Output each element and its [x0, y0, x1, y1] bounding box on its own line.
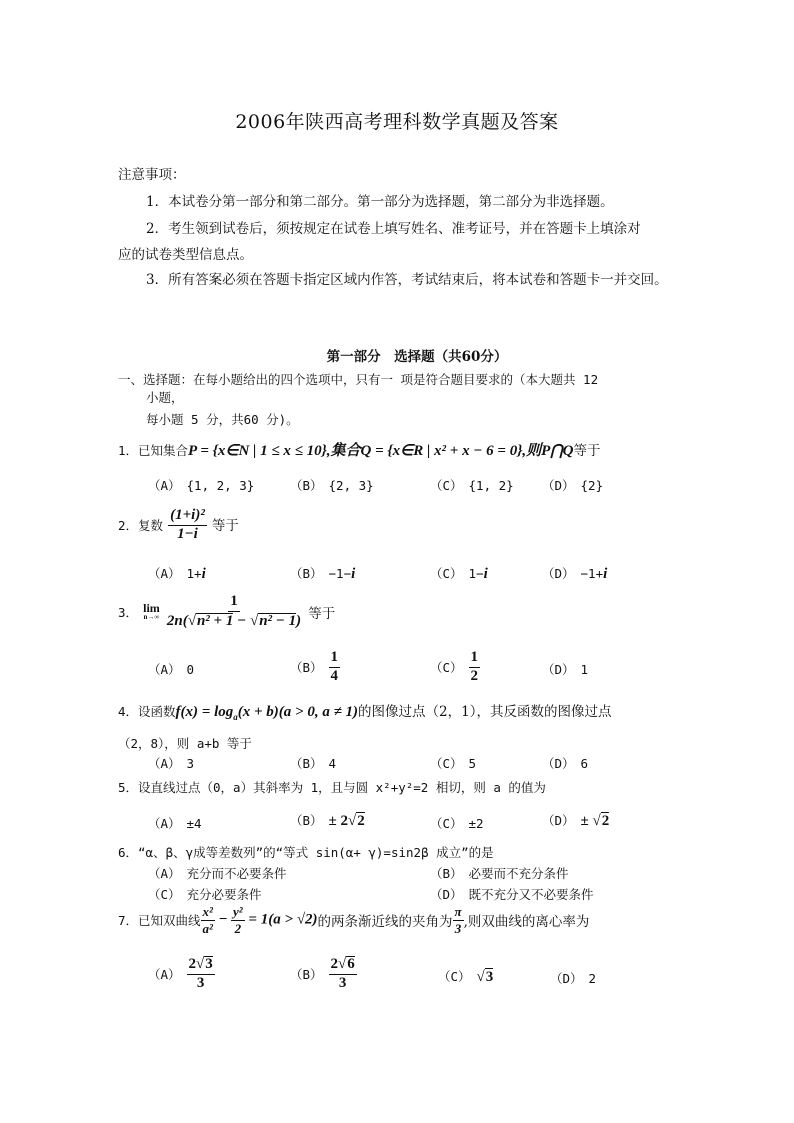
- q5-option-d: （D） ± √2: [542, 813, 610, 829]
- q3-fraction: $\frac{1}{\text{2n(√n² + 1 − √n² − 1)}}$: [166, 593, 302, 629]
- q6-option-a: （A） 充分而不必要条件: [148, 866, 287, 881]
- question-4: [118, 700, 611, 722]
- q1-number: 1．已知集合: [118, 443, 189, 458]
- q4-tail: 的图像过点（2，1），其反函数的图像过点: [358, 704, 612, 720]
- q6-option-d: （D） 既不充分又不必要条件: [430, 887, 594, 902]
- q3-option-d: （D） 1: [542, 662, 589, 677]
- q3-option-c: （C） $\frac{1}{2}$: [430, 649, 479, 684]
- q4-math: $f(x) = \log_a(x + b)(a > 0$, a ≠ 1): [175, 704, 359, 722]
- question-3: [118, 594, 335, 630]
- q6-option-c: （C） 充分必要条件: [148, 887, 262, 902]
- q2-option-b: （B） −1−i: [290, 566, 356, 582]
- q4-number: 4．设函数: [118, 704, 176, 719]
- q6-option-b: （B） 必要而不充分条件: [430, 866, 569, 881]
- q1-math: P = {x∈N | 1 ≤ x ≤ 10},集合Q = {x∈R | x² + x − 6 = 0},则P⋂Q: [188, 443, 574, 459]
- q5-option-a: （A） ±4: [148, 816, 202, 831]
- q4-line2: （2，8），则 a+b 等于: [118, 736, 252, 751]
- notice-item-2-cont: 应的试卷类型信息点。: [118, 247, 253, 263]
- q2-fraction: $\frac{\text{(1+i)²}}{1-i}$: [170, 507, 205, 542]
- q4-option-c: （C） 5: [430, 756, 477, 771]
- q2-option-d: （D） −1+i: [542, 566, 608, 582]
- q2-option-c: （C） 1−i: [430, 566, 488, 582]
- q7-option-b: （B） $\frac{2√6}{3}$: [290, 956, 355, 991]
- part1-heading: 第一部分 选择题（共60分）: [326, 349, 508, 365]
- q5-option-c: （C） ±2: [430, 816, 484, 831]
- q2-tail: 等于: [211, 517, 239, 534]
- q3-number: 3．: [118, 604, 139, 620]
- q7-option-d: （D） 2: [550, 971, 597, 986]
- q5-option-b: （B） ± 2√2: [290, 813, 365, 829]
- q7-option-c: （C） √3: [438, 969, 494, 985]
- q7-number: 7．已知双曲线: [118, 913, 201, 929]
- q2-option-a: （A） 1+i: [148, 566, 206, 582]
- question-7: 7．已知双曲线 $\frac{\text{x²}}{\text{a²}}$ − $\frac{\text{y²}}{2}$ = 1(a > √2)的两条渐近线的夹角为 $\frac{\pi}{3}$ ,则双曲线的离心率为: [118, 904, 590, 936]
- notice-heading: 注意事项：: [118, 167, 186, 183]
- q1-option-c: （C） {1, 2}: [430, 478, 514, 493]
- question-1: [118, 439, 600, 460]
- notice-item-1: 1．本试卷分第一部分和第二部分。第一部分为选择题，第二部分为非选择题。: [146, 194, 614, 210]
- page-title: 2006年陕西高考理科数学真题及答案: [235, 111, 559, 133]
- q3-tail: 等于: [308, 605, 336, 622]
- part1-instruction-line1: 一、选择题：在每小题给出的四个选项中，只有一 项是符合题目要求的（本大题共 12: [118, 372, 599, 387]
- q3-option-b: （B） $\frac{1}{4}$: [290, 649, 339, 684]
- notice-item-3: 3．所有答案必须在答题卡指定区域内作答，考试结束后，将本试卷和答题卡一并交回。: [146, 272, 668, 288]
- q7-option-a: （A） $\frac{2√3}{3}$: [148, 956, 213, 991]
- q2-number: 2．复数: [118, 517, 164, 533]
- part1-instruction-line2: 小题，: [146, 390, 184, 405]
- q3-limit: lim n→∞: [143, 601, 160, 622]
- q1-tail: 等于: [573, 443, 601, 459]
- q1-option-d: （D） {2}: [542, 478, 604, 493]
- q3-option-a: （A） 0: [148, 662, 195, 677]
- notice-item-2: 2．考生领到试卷后，须按规定在试卷上填写姓名、准考证号，并在答题卡上填涂对: [146, 221, 641, 237]
- question-5: 5．设直线过点（0，a）其斜率为 1，且与圆 x²+y²=2 相切，则 a 的值为: [118, 780, 546, 795]
- question-6: 6．“α、β、γ成等差数列”的“等式 sin(α+ γ)=sin2β 成立”的是: [118, 845, 494, 860]
- q1-option-a: （A） {1, 2, 3}: [148, 478, 255, 493]
- q4-option-b: （B） 4: [290, 756, 337, 771]
- q4-option-d: （D） 6: [542, 756, 589, 771]
- q4-option-a: （A） 3: [148, 756, 195, 771]
- part1-instruction-line3: 每小题 5 分，共60 分)。: [146, 412, 299, 427]
- q1-option-b: （B） {2, 3}: [290, 478, 374, 493]
- question-2: [118, 508, 239, 543]
